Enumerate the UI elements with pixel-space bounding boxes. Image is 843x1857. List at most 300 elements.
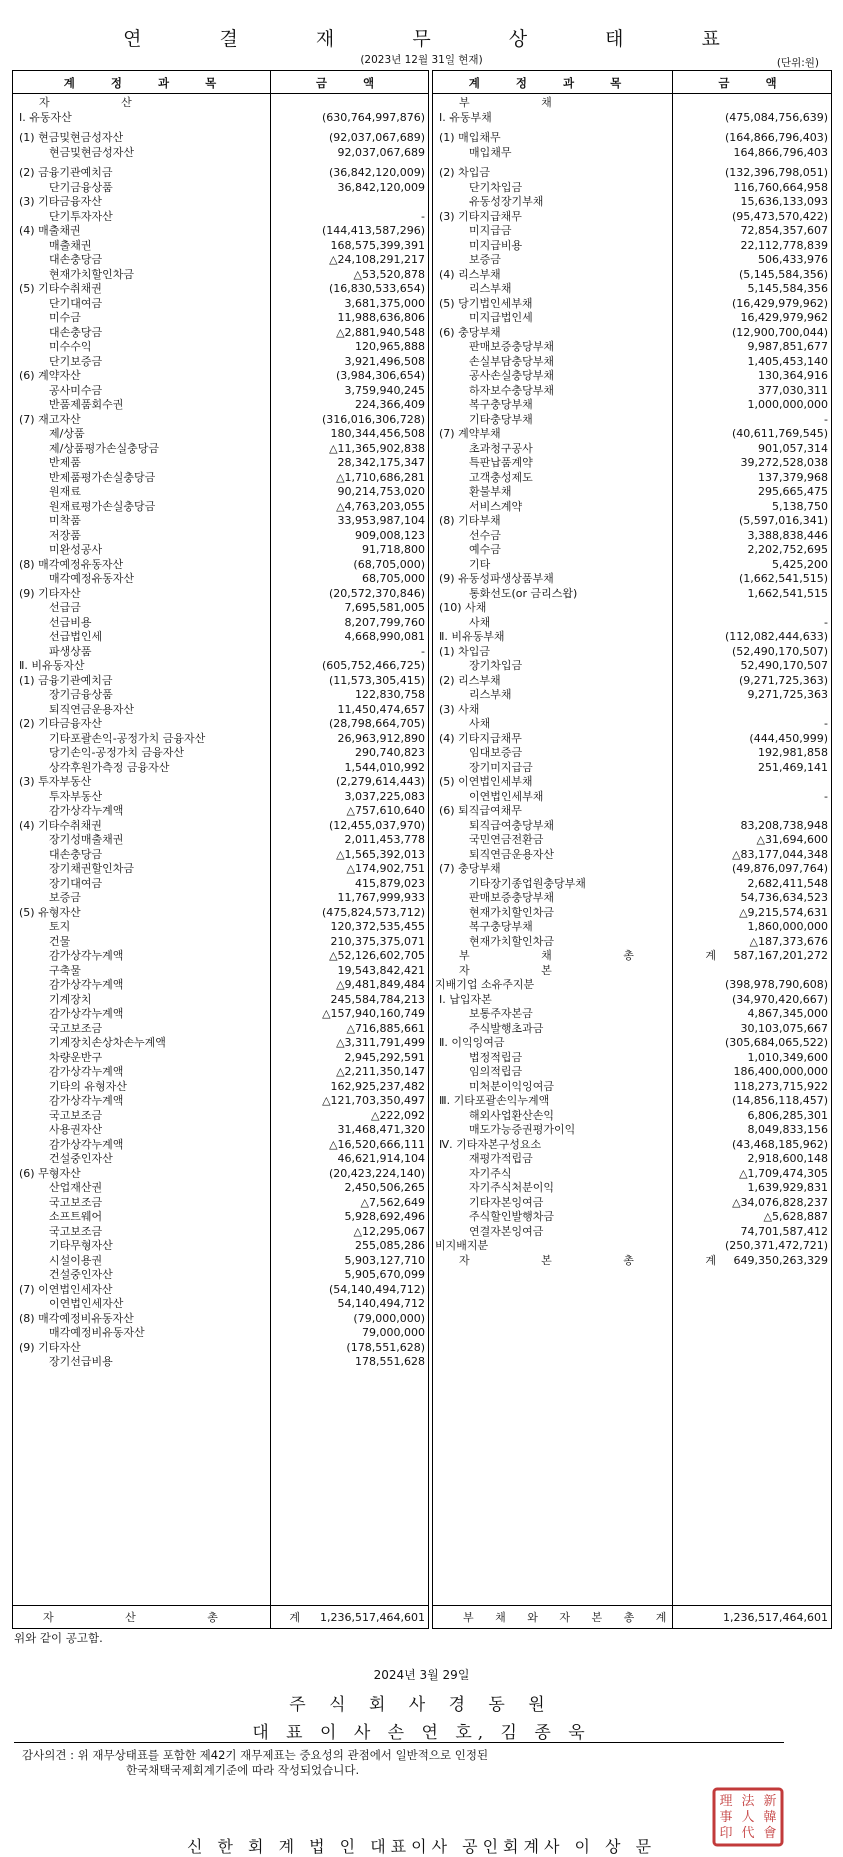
liability-row (433, 804, 831, 819)
asset-row (13, 674, 428, 689)
liability-row (433, 413, 831, 428)
liability-amount: (43,468,185,962) (731, 1137, 828, 1151)
liability-account-name: 퇴직연금운용자산 (469, 847, 555, 861)
asset-row (13, 1283, 428, 1298)
liability-account-name: 사채 (469, 615, 491, 629)
liability-amount: 186,400,000,000 (733, 1065, 828, 1078)
liability-amount: (164,866,796,403) (724, 131, 828, 144)
asset-account-name: (6) 계약자산 (19, 369, 81, 382)
liability-account-name: 단기차입금 (469, 180, 523, 194)
asset-row (13, 630, 428, 645)
asset-row (13, 761, 428, 776)
asset-row (13, 166, 428, 181)
asset-amount: 120,372,535,455 (330, 920, 425, 933)
asset-account-name: 반품제품회수권 (49, 398, 124, 411)
liability-account-name: 손실부담충당부채 (469, 354, 555, 368)
asset-account-name: 상각후원가측정 금융자산 (49, 760, 170, 774)
asset-row (13, 1167, 428, 1182)
liabilities-table (432, 70, 832, 1629)
asset-account-name: 산업재산권 (49, 1181, 103, 1194)
liability-account-name: 주식발행초과금 (469, 1021, 544, 1035)
liability-amount: 1,639,929,831 (747, 1181, 828, 1194)
liability-row (433, 1181, 831, 1196)
liability-row (433, 645, 831, 660)
asset-amount: △16,520,666,111 (329, 1137, 425, 1151)
asset-row (13, 717, 428, 732)
seal-char: 新 (763, 1794, 777, 1809)
asset-amount: 4,668,990,081 (344, 630, 425, 643)
asset-account-name: (7) 이연법인세자산 (19, 1282, 113, 1296)
liability-account-name: 특판납품계약 (469, 456, 533, 469)
liabilities-total-label: 부 채 와 자 본 총 계 (463, 1611, 676, 1624)
asset-row (13, 485, 428, 500)
liability-row (433, 146, 831, 161)
seal-char: 會 (763, 1826, 777, 1841)
asset-amount: 3,921,496,508 (344, 354, 425, 368)
asset-account-name: 매각예정비유동자산 (49, 1326, 145, 1339)
asset-account-name: 단기대여금 (49, 296, 103, 310)
asset-amount: (630,764,997,876) (321, 110, 425, 124)
asset-row (13, 1254, 428, 1269)
assets-total-label: 자 산 총 계 (43, 1611, 334, 1624)
asset-row (13, 1152, 428, 1167)
liability-amount: 6,806,285,301 (747, 1108, 828, 1122)
asset-row (13, 1239, 428, 1254)
asset-account-name: 구축물 (49, 963, 81, 977)
liability-account-name: 통화선도(or 금리스왑) (469, 586, 578, 600)
liability-row (433, 514, 831, 529)
liability-account-name: Ⅰ. 납입자본 (439, 992, 492, 1006)
asset-amount: △11,365,902,838 (329, 441, 425, 455)
asset-row (13, 746, 428, 761)
asset-row (13, 1094, 428, 1109)
asset-amount: 290,740,823 (355, 746, 425, 759)
asset-amount: (475,824,573,712) (321, 905, 425, 919)
liability-amount: - (824, 615, 828, 629)
liability-amount: △187,373,676 (749, 934, 828, 948)
liability-amount: (9,271,725,363) (738, 673, 828, 687)
asset-account-name: (8) 매각예정비유동자산 (19, 1311, 134, 1325)
asset-amount: 224,366,409 (355, 398, 425, 411)
asset-account-name: (5) 기타수취채권 (19, 282, 102, 295)
liability-row (433, 456, 831, 471)
asset-row (13, 1036, 428, 1051)
asset-amount: 54,140,494,712 (337, 1297, 425, 1310)
asset-account-name: 기계장치 (49, 992, 92, 1006)
asset-row (13, 1123, 428, 1138)
liability-row (433, 1109, 831, 1124)
asset-account-name: 감가상각누계액 (49, 978, 124, 991)
liability-account-name: 고객충성제도 (469, 470, 533, 484)
liability-amount: 5,145,584,356 (747, 282, 828, 295)
asset-amount: △1,710,686,281 (336, 470, 425, 484)
liability-account-name: 장기차입금 (469, 659, 523, 672)
asset-row (13, 369, 428, 384)
asset-amount: 91,718,800 (362, 543, 425, 556)
asset-row (13, 833, 428, 848)
asset-amount: 46,621,914,104 (337, 1152, 425, 1165)
asset-account-name: 선급법인세 (49, 630, 103, 643)
liability-account-name: (7) 충당부채 (439, 862, 501, 875)
asset-account-name: 미착품 (49, 514, 81, 527)
asset-account-name: 반제품 (49, 456, 81, 469)
liability-row (433, 935, 831, 950)
liability-account-name: 임대보증금 (469, 746, 523, 759)
asset-account-name: 매출채권 (49, 238, 92, 252)
liability-amount: 295,665,475 (758, 485, 828, 498)
asset-account-name: (1) 금융기관예치금 (19, 673, 113, 687)
asset-row (13, 877, 428, 892)
asset-row (13, 848, 428, 863)
account-header: 계 정 과 목 (63, 76, 233, 90)
asset-row (13, 131, 428, 146)
asset-account-name: 제/상품 (49, 427, 85, 440)
asset-account-name: 투자부동산 (49, 789, 103, 803)
audit-opinion-line1: 감사의견 : 위 재무상태표를 포함한 제42기 재무제표는 중요성의 관점에서 일반적으로 인정된 (22, 1748, 489, 1762)
liability-account-name: 재평가적립금 (469, 1152, 533, 1165)
liability-row (433, 239, 831, 254)
asset-account-name: 감가상각누계액 (49, 949, 124, 962)
asset-amount: 3,759,940,245 (344, 383, 425, 397)
asset-row (13, 326, 428, 341)
asset-amount: (54,140,494,712) (328, 1282, 425, 1296)
asset-account-name: (2) 금융기관예치금 (19, 166, 113, 179)
asset-row (13, 1007, 428, 1022)
asset-amount: 3,037,225,083 (344, 789, 425, 803)
asset-row (13, 413, 428, 428)
liability-row (433, 340, 831, 355)
asset-row (13, 146, 428, 161)
asset-row (13, 993, 428, 1008)
liability-amount: 4,867,345,000 (747, 1007, 828, 1020)
liability-row (433, 732, 831, 747)
asset-amount: △174,902,751 (346, 862, 425, 875)
liability-amount: 130,364,916 (758, 369, 828, 382)
asset-row (13, 819, 428, 834)
asset-row (13, 601, 428, 616)
liability-amount: 901,057,314 (758, 441, 828, 455)
asset-row (13, 224, 428, 239)
asset-amount: 2,945,292,591 (344, 1050, 425, 1064)
liability-amount: 251,469,141 (758, 760, 828, 774)
asset-account-name: 국고보조금 (49, 1195, 103, 1209)
liability-account-name: 해외사업환산손익 (469, 1108, 555, 1122)
asset-amount: 11,767,999,933 (337, 891, 425, 904)
asset-amount: 122,830,758 (355, 688, 425, 701)
assets-rows (13, 94, 428, 1370)
asset-row (13, 891, 428, 906)
liability-account-name: (10) 사채 (439, 601, 487, 614)
asset-account-name: 건설중인자산 (49, 1152, 113, 1165)
asset-account-name: (1) 현금및현금성자산 (19, 131, 124, 144)
liability-account-name: 예수금 (469, 543, 501, 556)
asset-row (13, 355, 428, 370)
publish-date: 2024년 3월 29일 (373, 1668, 470, 1682)
asset-account-name: (3) 기타금융자산 (19, 195, 102, 208)
liability-account-name: 부 채 총 계 (459, 949, 750, 962)
assets-table (12, 70, 429, 1629)
liabilities-header (433, 71, 831, 94)
seal-char: 代 (741, 1826, 755, 1841)
asset-account-name: (6) 무형자산 (19, 1166, 81, 1180)
asset-row (13, 1109, 428, 1124)
liability-account-name: 미처분이익잉여금 (469, 1079, 555, 1093)
asset-row (13, 558, 428, 573)
asset-amount: (36,842,120,009) (328, 166, 425, 179)
liability-account-name: 기타충당부채 (469, 412, 533, 426)
liability-account-name: 선수금 (469, 528, 501, 542)
liability-account-name: 자 본 (459, 963, 586, 977)
asset-amount: 2,011,453,778 (344, 833, 425, 846)
liability-row (433, 398, 831, 413)
asset-account-name: 파생상품 (49, 644, 92, 658)
liability-row (433, 1152, 831, 1167)
asset-account-name: 단기보증금 (49, 354, 103, 368)
asset-account-name: Ⅰ. 유동자산 (19, 110, 72, 124)
liability-amount: △34,076,828,237 (732, 1195, 828, 1209)
asset-amount: (20,572,370,846) (328, 586, 425, 600)
asset-amount: 33,953,987,104 (337, 514, 425, 527)
asset-row (13, 1210, 428, 1225)
liability-account-name: 법정적립금 (469, 1050, 523, 1064)
liability-account-name: (1) 매입채무 (439, 131, 501, 144)
liability-amount: △83,177,044,348 (732, 847, 828, 861)
asset-amount: △9,481,849,484 (336, 978, 425, 991)
asset-amount: 68,705,000 (362, 572, 425, 585)
asset-amount: △1,565,392,013 (336, 847, 425, 861)
asset-amount: (178,551,628) (346, 1340, 425, 1354)
liability-row (433, 558, 831, 573)
asset-account-name: (9) 기타자산 (19, 586, 81, 600)
liability-account-name: (1) 차입금 (439, 644, 490, 658)
liability-account-name: 비지배지분 (435, 1239, 489, 1252)
asset-row (13, 210, 428, 225)
audit-opinion (22, 1748, 488, 1778)
notice-text: 위와 같이 공고함. (14, 1631, 103, 1645)
asset-amount: △52,126,602,705 (329, 949, 425, 962)
asset-account-name: 기타포괄손익-공정가치 금융자산 (49, 731, 206, 745)
liability-account-name: 초과청구공사 (469, 441, 533, 455)
liability-account-name: 기타자본잉여금 (469, 1195, 544, 1209)
liability-account-name: 국민연금전환금 (469, 833, 544, 846)
liability-amount: △9,215,574,631 (739, 905, 828, 919)
liability-row (433, 1080, 831, 1095)
liability-account-name: (9) 유동성파생상품부채 (439, 572, 554, 585)
asset-amount: (20,423,224,140) (328, 1166, 425, 1180)
asset-row (13, 659, 428, 674)
asset-amount: 1,544,010,992 (344, 760, 425, 774)
liability-row (433, 529, 831, 544)
asset-row (13, 949, 428, 964)
asset-account-name: 반제품평가손실충당금 (49, 470, 156, 484)
liability-row (433, 282, 831, 297)
liability-row (433, 1007, 831, 1022)
asset-amount: △121,703,350,497 (322, 1094, 425, 1107)
asset-row (13, 775, 428, 790)
liability-row (433, 1225, 831, 1240)
asset-row (13, 1022, 428, 1037)
liability-row (433, 131, 831, 146)
asset-row (13, 529, 428, 544)
asset-row (13, 1051, 428, 1066)
asset-amount: 5,905,670,099 (344, 1268, 425, 1281)
asset-account-name: 장기성매출채권 (49, 833, 124, 846)
liability-amount: 3,388,838,446 (747, 528, 828, 542)
asset-row (13, 253, 428, 268)
asset-amount: △7,562,649 (360, 1195, 425, 1209)
liability-row (433, 485, 831, 500)
liability-row (433, 1196, 831, 1211)
liability-row (433, 1138, 831, 1153)
liability-row (433, 442, 831, 457)
asset-account-name: 장기금융상품 (49, 688, 113, 701)
liability-amount: 192,981,858 (758, 746, 828, 759)
liability-amount: 506,433,976 (758, 253, 828, 266)
liability-amount: - (824, 717, 828, 730)
asset-amount: 79,000,000 (362, 1326, 425, 1339)
asset-amount: △716,885,661 (346, 1021, 425, 1035)
liability-amount: 5,138,750 (772, 499, 828, 513)
liability-amount: 72,854,357,607 (740, 224, 828, 237)
asset-amount: 90,214,753,020 (337, 485, 425, 498)
amount-header: 금 액 (315, 76, 391, 90)
liability-account-name: 이연법인세부채 (469, 789, 544, 803)
asset-amount: 2,450,506,265 (344, 1181, 425, 1194)
liability-amount: (5,145,584,356) (738, 267, 828, 281)
asset-amount: 31,468,471,320 (337, 1123, 425, 1136)
asset-account-name: Ⅱ. 비유동자산 (19, 659, 85, 672)
liability-row (433, 630, 831, 645)
liability-amount: (16,429,979,962) (731, 296, 828, 310)
asset-amount: 92,037,067,689 (337, 145, 425, 159)
asset-account-name: 보증금 (49, 891, 81, 904)
asset-row (13, 862, 428, 877)
asset-account-name: (3) 투자부동산 (19, 775, 92, 788)
liability-row (433, 1094, 831, 1109)
liability-amount: 649,350,263,329 (733, 1253, 828, 1267)
ceo-names: 대 표 이 사 손 연 호, 김 종 욱 (252, 1723, 591, 1743)
liability-account-name: 복구충당부채 (469, 920, 533, 933)
liability-account-name: 복구충당부채 (469, 398, 533, 411)
liability-amount: 83,208,738,948 (740, 818, 828, 832)
liability-row (433, 906, 831, 921)
liability-amount: (52,490,170,507) (731, 644, 828, 658)
asset-amount: △157,940,160,749 (322, 1007, 425, 1020)
liability-row (433, 384, 831, 399)
asset-amount: △3,311,791,499 (336, 1036, 425, 1049)
asset-row (13, 1080, 428, 1095)
asset-row (13, 790, 428, 805)
asset-row (13, 1341, 428, 1356)
amount-header: 금 액 (718, 76, 793, 90)
asset-row (13, 616, 428, 631)
asset-account-name: 매각예정유동자산 (49, 572, 135, 585)
asset-row (13, 1355, 428, 1370)
asset-account-name: 장기대여금 (49, 876, 103, 890)
asset-amount: (79,000,000) (353, 1311, 425, 1325)
asset-amount: 19,543,842,421 (337, 963, 425, 977)
asset-row (13, 1196, 428, 1211)
asset-account-name: 퇴직연금운용자산 (49, 702, 135, 716)
asset-row (13, 804, 428, 819)
asset-row (13, 645, 428, 660)
asset-amount: (28,798,664,705) (328, 717, 425, 730)
liability-amount: 116,760,664,958 (733, 180, 828, 194)
liabilities-total-amount: 1,236,517,464,601 (723, 1611, 828, 1624)
liability-account-name: 자기주식 (469, 1166, 512, 1180)
asset-amount: △757,610,640 (346, 804, 425, 817)
seal-char: 事 (719, 1810, 733, 1825)
asset-amount: 909,008,123 (355, 528, 425, 542)
asset-row (13, 96, 428, 111)
liability-amount: (250,371,472,721) (724, 1239, 828, 1252)
liability-row (433, 224, 831, 239)
liability-row (433, 891, 831, 906)
asset-amount: 245,584,784,213 (330, 992, 425, 1006)
asset-row (13, 1138, 428, 1153)
asset-amount: 178,551,628 (355, 1355, 425, 1368)
liability-row (433, 369, 831, 384)
liability-row (433, 355, 831, 370)
liability-account-name: 서비스계약 (469, 499, 523, 513)
asset-account-name: 현금및현금성자산 (49, 145, 135, 159)
asset-account-name: 소프트웨어 (49, 1210, 103, 1223)
asset-row (13, 543, 428, 558)
account-header: 계 정 과 목 (468, 76, 638, 90)
liability-account-name: (3) 기타지급채무 (439, 209, 522, 223)
liability-row (433, 862, 831, 877)
liability-row (433, 111, 831, 126)
asset-amount: 168,575,399,391 (330, 238, 425, 252)
liability-row (433, 166, 831, 181)
asset-account-name: (7) 재고자산 (19, 412, 81, 426)
asset-amount: △12,295,067 (353, 1224, 425, 1238)
liability-account-name: 연결자본잉여금 (469, 1224, 544, 1238)
liability-row (433, 746, 831, 761)
liability-amount: (49,876,097,764) (731, 862, 828, 875)
liability-row (433, 848, 831, 863)
asset-account-name: 당기손익-공정가치 금융자산 (49, 746, 184, 759)
divider (14, 1742, 784, 1743)
asset-account-name: 선급비용 (49, 615, 92, 629)
asset-account-name: 대손충당금 (49, 325, 103, 339)
statement-date: (2023년 12월 31일 현재) (360, 54, 483, 66)
liability-amount: 52,490,170,507 (740, 659, 828, 672)
liability-account-name: 자 본 총 계 (459, 1253, 750, 1267)
asset-row (13, 456, 428, 471)
asset-amount: △24,108,291,217 (329, 253, 425, 266)
asset-account-name: 현재가치할인차금 (49, 267, 135, 281)
liability-row (433, 703, 831, 718)
asset-amount: 162,925,237,482 (330, 1079, 425, 1093)
seal-char: 法 (741, 1794, 755, 1809)
asset-account-name: 건설중인자산 (49, 1268, 113, 1281)
asset-account-name: 시설이용권 (49, 1253, 103, 1267)
liability-row (433, 253, 831, 268)
asset-amount: 28,342,175,347 (337, 456, 425, 469)
liability-row (433, 181, 831, 196)
asset-account-name: 감가상각누계액 (49, 1137, 124, 1151)
asset-account-name: 이연법인세자산 (49, 1297, 124, 1310)
assets-total-row (13, 1605, 428, 1630)
asset-account-name: 감가상각누계액 (49, 1094, 124, 1107)
liability-amount: (112,082,444,633) (724, 630, 828, 643)
liability-row (433, 1254, 831, 1269)
liability-amount: (1,662,541,515) (738, 572, 828, 585)
asset-row (13, 920, 428, 935)
asset-amount: (16,830,533,654) (328, 282, 425, 295)
asset-amount: (68,705,000) (353, 557, 425, 571)
